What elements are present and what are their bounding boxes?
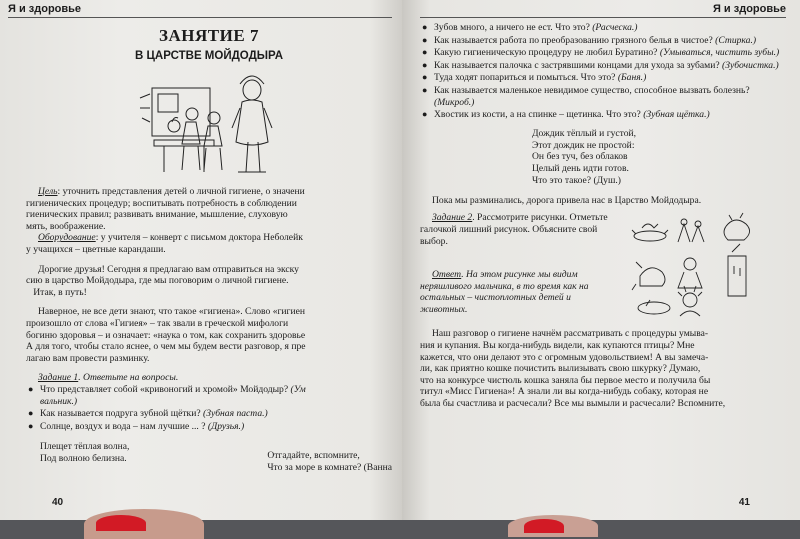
equipment-label: Оборудование bbox=[38, 232, 96, 244]
goal-line: гигиенических процедур; воспитывать потребность в соблюдении bbox=[26, 197, 297, 209]
poem-line: Этот дождик не простой: bbox=[532, 139, 635, 151]
riddle-poem bbox=[26, 441, 392, 474]
child-picture bbox=[678, 258, 702, 288]
goal-label: Цель bbox=[38, 186, 58, 197]
question-text: Зубов много, а ничего не ест. Что это? bbox=[434, 22, 593, 33]
task2-text-column bbox=[420, 212, 620, 320]
task2-pictures bbox=[628, 212, 778, 320]
goal-line: гиенических правил; развивать внимание, мышление, слуховую bbox=[26, 209, 288, 221]
poem-line: Он без туч, без облаков bbox=[532, 151, 628, 163]
question-text: Как называется маленькое невидимое существо, способное вызвать болезнь? bbox=[434, 84, 750, 96]
task2-block bbox=[420, 212, 786, 320]
final-line: титул «Мисс Гигиена»! А знали ли вы когда-нибудь собаку, которая не bbox=[420, 386, 709, 398]
answer-text: (Баня.) bbox=[617, 72, 647, 84]
goal-line: мять, воображение. bbox=[26, 220, 106, 232]
left-page bbox=[0, 0, 402, 520]
lesson-subtitle: В ЦАРСТВЕ МОЙДОДЫРА bbox=[135, 50, 283, 62]
final-line: ли, как приятно кошке почистить вылизывать свою шкурку? Думаю, bbox=[420, 363, 701, 375]
running-head: Я и здоровье bbox=[8, 0, 392, 18]
answer-text: (Ум bbox=[290, 383, 306, 395]
running-head: Я и здоровье bbox=[420, 0, 786, 18]
answer-text: (Зубная паста.) bbox=[203, 408, 268, 420]
page-number: 40 bbox=[52, 497, 64, 508]
task1-text: . Ответьте на вопросы. bbox=[78, 372, 179, 384]
task1-label: Задание 1 bbox=[38, 372, 79, 384]
poem-line: Отгадайте, вспомните, bbox=[267, 450, 360, 462]
answer-text: (Стирка.) bbox=[715, 34, 757, 46]
question-text: Хвостик из кости, а на спинке – щетинка. Что это? bbox=[434, 109, 644, 121]
answer-paragraph bbox=[420, 269, 620, 315]
question-text: Какую гигиеническую процедуру не любил Буратино? bbox=[434, 47, 660, 59]
poem-line: Плещет тёплая волна, bbox=[40, 441, 130, 453]
list-item bbox=[422, 47, 786, 59]
list-item bbox=[28, 383, 392, 407]
bullet-icon: ● bbox=[422, 72, 428, 83]
task1-heading bbox=[26, 372, 392, 384]
list-item bbox=[422, 72, 786, 84]
list-item bbox=[422, 109, 786, 121]
equipment-line: у учащихся – цветные карандаши. bbox=[26, 243, 166, 255]
intro-line: сию в царство Мойдодыра, где мы поговорим о личной гигиене. bbox=[26, 275, 289, 287]
poem-column bbox=[267, 441, 392, 474]
final-line: была бы счастлива и расчесали? Все мы вымыли и расчесали? Вспомните, bbox=[420, 397, 726, 409]
answer-text: вальник.) bbox=[40, 395, 78, 407]
bird-bath-picture bbox=[632, 224, 668, 241]
poem-column bbox=[26, 441, 129, 474]
bullet-icon: ● bbox=[28, 420, 34, 431]
bullet-icon: ● bbox=[422, 109, 428, 120]
body-line: лагаю вам провести разминку. bbox=[26, 352, 150, 364]
answer-text: (Друзья.) bbox=[207, 420, 245, 432]
equipment-line: : у учителя – конверт с письмом доктора Неболейк bbox=[95, 232, 303, 244]
task2-paragraph bbox=[420, 212, 620, 247]
bullet-icon: ● bbox=[422, 22, 428, 32]
list-item bbox=[422, 84, 786, 108]
answer-label: Ответ bbox=[432, 269, 462, 281]
question-text: Как называется подруга зубной щётки? bbox=[40, 408, 204, 420]
lesson-title: ЗАНЯТИЕ 7 bbox=[159, 26, 259, 45]
body-line: А для того, чтобы стало яснее, о чем мы будем вести разговор, я пре bbox=[26, 341, 306, 353]
equipment-paragraph bbox=[26, 232, 392, 255]
page-number: 41 bbox=[738, 497, 750, 508]
dog-picture bbox=[632, 262, 665, 290]
list-item bbox=[28, 408, 392, 420]
body-line: Наверное, не все дети знают, что такое «гигиена». Слово «гигиен bbox=[38, 306, 306, 318]
intro-line: Дорогие друзья! Сегодня я предлагаю вам отправиться на экску bbox=[38, 263, 299, 275]
bathtub-picture bbox=[638, 300, 670, 314]
kids-picture bbox=[678, 219, 704, 242]
goal-paragraph bbox=[26, 186, 392, 232]
poem-line: Дождик тёплый и густой, bbox=[532, 127, 637, 139]
cat-picture bbox=[724, 213, 750, 240]
intro-paragraph bbox=[26, 264, 392, 299]
fingernail bbox=[96, 515, 146, 531]
poem-line: Что за море в комнате? (Ванна bbox=[267, 462, 392, 474]
question-text: Туда ходят попариться и помыться. Что это? bbox=[434, 72, 618, 84]
list-item bbox=[422, 22, 786, 34]
shower-poem bbox=[420, 128, 786, 187]
list-item bbox=[422, 34, 786, 47]
question-text: Что представляет собой «кривоногий и хромой» Мойдодыр? bbox=[40, 383, 291, 395]
list-item bbox=[28, 420, 392, 433]
task1-question-list bbox=[26, 384, 392, 432]
poem-line: Под волною белизна. bbox=[40, 453, 127, 465]
poem-line: Что это такое? (Душ.) bbox=[532, 174, 621, 186]
task2-label: Задание 2 bbox=[432, 212, 473, 224]
list-item bbox=[422, 59, 786, 72]
body-paragraph bbox=[26, 306, 392, 364]
answer-text: (Зубная щётка.) bbox=[643, 109, 710, 121]
body-line: богиню здоровья – и означает: «наука о том, как сохранить здоровье bbox=[26, 329, 306, 341]
body-line: произошло от слова «Гигиея» – так звали в греческой мифологи bbox=[26, 317, 289, 329]
question-text: Как называется палочка с застрявшими концами для ухода за зубами? bbox=[434, 59, 723, 71]
answer-text: (Умываться, чистить зубы.) bbox=[659, 47, 780, 59]
untidy-boy-picture bbox=[678, 286, 702, 316]
final-line: что на конкурсе чистюль кошка заняла бы первое место и получила бы bbox=[420, 374, 711, 386]
final-paragraph bbox=[420, 328, 786, 409]
intro-line: Итак, в путь! bbox=[33, 286, 87, 298]
bullet-icon: ● bbox=[422, 59, 428, 70]
final-line: кажется, что они делают это с огромным удовольствием! А вы замеча- bbox=[420, 351, 709, 363]
moydodyr-illustration bbox=[134, 68, 284, 180]
final-line: ния и купания. Вы когда-нибудь видели, как купаются птицы? Мне bbox=[420, 339, 695, 351]
answer-text: (Расческа.) bbox=[592, 22, 638, 33]
bullet-icon: ● bbox=[28, 383, 34, 394]
goal-line: : уточнить представления детей о личной гигиене, о значени bbox=[57, 186, 305, 197]
question-text: Солнце, воздух и вода – нам лучшие ... ? bbox=[40, 420, 208, 432]
transition-paragraph: Пока мы разминались, дорога привела нас в Царство Мойдодыра. bbox=[432, 194, 702, 206]
answer-text: (Зубочистка.) bbox=[722, 59, 779, 71]
right-page bbox=[402, 0, 800, 520]
final-line: Наш разговор о гигиене начнём рассматривать с процедуры умыва- bbox=[432, 328, 709, 340]
answer-text: (Микроб.) bbox=[434, 96, 475, 108]
question-text: Как называется работа по преобразованию грязного белья в чистое? bbox=[434, 34, 716, 46]
bullet-icon: ● bbox=[422, 34, 428, 45]
poem-line: Целый день идти готов. bbox=[532, 163, 629, 175]
answer-text: . На этом рисунке мы видим неряшливого мальчика, в то время как на остальных – чистоплотных детей и животных. bbox=[420, 269, 589, 315]
bullet-icon: ● bbox=[28, 408, 34, 419]
task2-text: . Рассмотрите рисунки. Отметьте галочкой лишний рисунок. Объясните свой выбор. bbox=[420, 212, 608, 247]
riddle-list bbox=[420, 22, 786, 121]
bullet-icon: ● bbox=[422, 47, 428, 58]
bullet-icon: ● bbox=[422, 84, 428, 95]
shower-picture bbox=[728, 244, 746, 296]
